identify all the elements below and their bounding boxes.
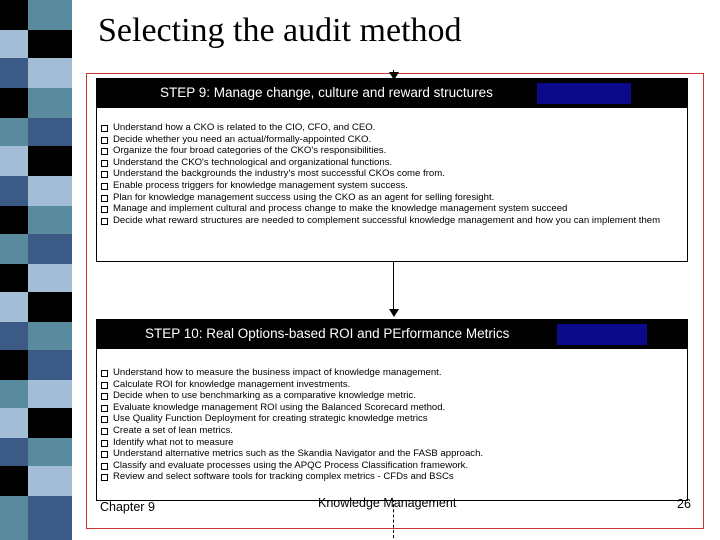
strip-block (0, 118, 28, 146)
list-item: Understand how a CKO is related to the CIO, CFO, and CEO. (101, 122, 681, 134)
step10-header-tag (557, 324, 647, 345)
strip-block (28, 176, 72, 206)
list-item: Review and select software tools for tracking complex metrics - CFDs and BSCs (101, 471, 681, 483)
strip-block (28, 408, 72, 438)
strip-block (28, 0, 72, 30)
strip-block (0, 438, 28, 466)
list-item: Understand the CKO's technological and organizational functions. (101, 157, 681, 169)
list-item: Decide what reward structures are needed to complement successful knowledge management and how you can implement them (101, 215, 681, 227)
list-item: Manage and implement cultural and process change to make the knowledge management system succeed (101, 203, 681, 215)
list-item: Evaluate knowledge management ROI using the Balanced Scorecard method. (101, 402, 681, 414)
footer-chapter: Chapter 9 (100, 500, 155, 514)
list-item: Understand how to measure the business impact of knowledge management. (101, 367, 681, 379)
slide-title: Selecting the audit method (98, 12, 462, 49)
list-item: Decide whether you need an actual/formally-appointed CKO. (101, 134, 681, 146)
step9-header (97, 79, 687, 108)
strip-block (28, 88, 72, 118)
strip-block (28, 438, 72, 466)
step10-panel (96, 319, 688, 501)
strip-block (28, 206, 72, 234)
step9-title: STEP 9: Manage change, culture and reward structures (160, 85, 493, 100)
strip-block (0, 58, 28, 88)
step-arrow-head (389, 309, 399, 317)
footer-subject: Knowledge Management (318, 496, 457, 510)
strip-block (28, 322, 72, 350)
list-item: Organize the four broad categories of the CKO's responsibilities. (101, 145, 681, 157)
list-item: Enable process triggers for knowledge management system success. (101, 180, 681, 192)
strip-block (28, 146, 72, 176)
strip-block (28, 496, 72, 540)
list-item: Understand the backgrounds the industry's most successful CKOs come from. (101, 168, 681, 180)
list-item: Classify and evaluate processes using the APQC Process Classification framework. (101, 460, 681, 472)
strip-block (0, 292, 28, 322)
strip-block (28, 118, 72, 146)
list-item: Create a set of lean metrics. (101, 425, 681, 437)
step10-list (97, 367, 687, 483)
step-connector-line (393, 262, 394, 312)
decorative-side-strip (0, 0, 72, 540)
list-item: Calculate ROI for knowledge management investments. (101, 379, 681, 391)
list-item: Identify what not to measure (101, 437, 681, 449)
strip-block (0, 350, 28, 380)
strip-block (0, 380, 28, 408)
strip-block (28, 30, 72, 58)
step9-header-tag (537, 83, 631, 104)
strip-block (0, 234, 28, 264)
strip-block (0, 408, 28, 438)
strip-block (28, 292, 72, 322)
strip-block (28, 350, 72, 380)
list-item: Use Quality Function Deployment for creating strategic knowledge metrics (101, 413, 681, 425)
list-item: Plan for knowledge management success using the CKO as an agent for selling foresight. (101, 192, 681, 204)
list-item: Decide when to use benchmarking as a comparative knowledge metric. (101, 390, 681, 402)
strip-block (0, 30, 28, 58)
step10-header (97, 320, 687, 349)
step10-title: STEP 10: Real Options-based ROI and PErformance Metrics (145, 326, 510, 341)
strip-block (0, 176, 28, 206)
strip-block (0, 496, 28, 540)
strip-block (0, 206, 28, 234)
strip-block (0, 146, 28, 176)
strip-block (0, 264, 28, 292)
strip-block (0, 322, 28, 350)
strip-block (0, 0, 28, 30)
strip-block (28, 466, 72, 496)
step9-list (97, 122, 687, 226)
strip-block (28, 234, 72, 264)
list-item: Understand alternative metrics such as the Skandia Navigator and the FASB approach. (101, 448, 681, 460)
strip-block (28, 264, 72, 292)
strip-block (28, 58, 72, 88)
strip-block (28, 380, 72, 408)
footer-page-number: 26 (677, 497, 691, 511)
strip-block (0, 466, 28, 496)
strip-block (0, 88, 28, 118)
step9-panel (96, 78, 688, 262)
